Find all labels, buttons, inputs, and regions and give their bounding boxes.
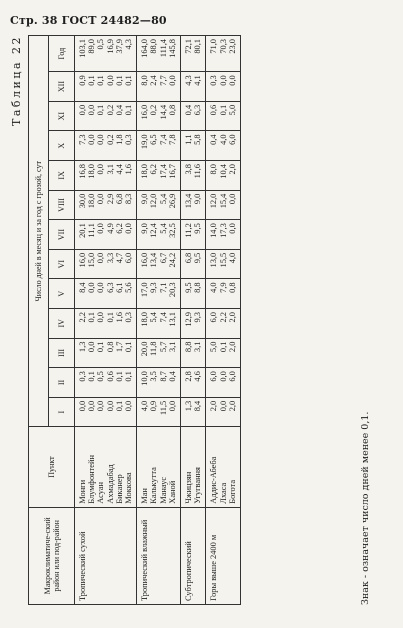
month-value-cell (75, 101, 137, 131)
value: 0,1 (114, 75, 124, 86)
value: 0,0 (87, 134, 97, 145)
value: 0,3 (124, 134, 134, 145)
value: 8,4 (193, 400, 203, 412)
value: 16,0 (140, 104, 150, 120)
value: 70,3 (218, 39, 228, 54)
value: 6,0 (209, 312, 219, 323)
month-value-cell (137, 309, 181, 339)
value: 10,4 (218, 164, 228, 179)
value: 0,8 (105, 341, 115, 353)
value: 0,3 (78, 371, 87, 382)
value: 2,8 (184, 371, 194, 382)
month-value-cell (206, 397, 241, 427)
month-value-cell (137, 190, 181, 220)
value: 0,1 (96, 341, 106, 353)
value: 11,8 (149, 341, 159, 356)
point-name: Моккoва (124, 472, 134, 504)
month-value-cell (75, 72, 137, 102)
value: 15,5 (218, 252, 228, 268)
value: 1,6 (124, 164, 134, 175)
point-name: Монги (78, 479, 87, 504)
value: 4,0 (140, 400, 150, 412)
value: 15,4 (218, 193, 228, 209)
header-region: Макроклиматиче-ский район или под-район (29, 507, 75, 604)
value: 4,6 (193, 371, 203, 382)
table-row (206, 36, 241, 605)
value: 0,1 (114, 400, 124, 412)
value: 6,2 (149, 164, 159, 175)
value: 0,0 (218, 371, 228, 382)
month-value-cell (137, 72, 181, 102)
point-name: Асуан (96, 482, 106, 504)
table-row (181, 36, 206, 605)
month-value-cell (206, 338, 241, 368)
month-value-cell (137, 368, 181, 398)
value: 6,0 (209, 371, 219, 382)
year-header: Год (49, 36, 75, 72)
value: 1,7 (114, 341, 124, 353)
point-cell (137, 427, 181, 507)
value: 0,1 (96, 75, 106, 86)
value: 0,1 (87, 75, 97, 86)
month-value-cell (206, 101, 241, 131)
value: 0,1 (87, 371, 97, 382)
month-value-cell (137, 131, 181, 161)
region-cell: Тропический влажный (137, 507, 181, 604)
month-header: III (49, 338, 75, 368)
value: 0,4 (114, 104, 124, 116)
value: 17,4 (158, 164, 168, 179)
value: 0,0 (96, 400, 106, 412)
value: 103,1 (78, 39, 87, 58)
value: 2,0 (227, 341, 237, 353)
month-value-cell (75, 338, 137, 368)
value: 4,3 (124, 39, 134, 50)
value: 9,0 (140, 193, 150, 205)
month-value-cell (137, 220, 181, 250)
month-value-cell (75, 249, 137, 279)
value: 0,1 (124, 341, 134, 353)
value: 0,0 (87, 282, 97, 293)
value: 0,0 (227, 193, 237, 205)
value: 1,6 (114, 312, 124, 323)
point-name: Калькутта (149, 467, 159, 504)
value: 11,1 (87, 223, 97, 238)
value: 17,3 (218, 223, 228, 238)
month-value-cell (206, 161, 241, 191)
value: 0,1 (218, 104, 228, 116)
value: 6,5 (149, 134, 159, 145)
value: 3,1 (193, 341, 203, 353)
value: 0,0 (105, 75, 115, 86)
value: 8,4 (78, 282, 87, 293)
value: 0,5 (96, 39, 106, 50)
value: 0,0 (96, 134, 106, 145)
value: 12,0 (209, 193, 219, 209)
month-header: II (49, 368, 75, 398)
value: 8,3 (124, 193, 134, 205)
page-header: Стр. 38 ГОСТ 24482—80 (10, 14, 167, 27)
value: 0,0 (87, 104, 97, 116)
month-value-cell (206, 279, 241, 309)
value: 7,4 (158, 312, 168, 323)
month-header: X (49, 131, 75, 161)
value: 0,3 (124, 312, 134, 323)
region-cell: Тропический сухой (75, 507, 137, 604)
month-value-cell (181, 397, 206, 427)
month-value-cell (75, 190, 137, 220)
month-value-cell (206, 131, 241, 161)
value: 0,0 (167, 75, 177, 86)
value: 0,4 (209, 134, 219, 145)
point-name: Лхаса (218, 482, 228, 504)
table-body (75, 36, 241, 605)
value: 16,0 (140, 252, 150, 268)
value: 0,1 (124, 371, 134, 382)
point-name: Ханой (167, 480, 177, 504)
value: 2,0 (227, 400, 237, 412)
value: 0,0 (105, 400, 115, 412)
value: 9,0 (140, 223, 150, 234)
value: 0,8 (167, 104, 177, 116)
value: 11,6 (193, 164, 203, 179)
year-value-cell (75, 36, 137, 72)
value: 0,9 (149, 400, 159, 412)
value: 18,0 (140, 312, 150, 327)
value: 0,1 (114, 371, 124, 382)
point-name: Угугвання (193, 467, 203, 504)
value: 6,8 (114, 193, 124, 205)
value: 3,1 (167, 341, 177, 353)
value: 2,0 (227, 312, 237, 323)
value: 0,0 (87, 400, 97, 412)
month-header: V (49, 279, 75, 309)
point-cell (181, 427, 206, 507)
value: 16,9 (105, 39, 115, 54)
point-name: Чжицзян (184, 471, 194, 504)
value: 2,0 (227, 164, 237, 175)
value: 7,1 (158, 282, 168, 293)
month-header: VII (49, 220, 75, 250)
value: 12,0 (149, 193, 159, 209)
value: 32,5 (167, 223, 177, 238)
value: 0,0 (96, 312, 106, 323)
value: 88,0 (149, 39, 159, 54)
value: 4,0 (218, 134, 228, 145)
value: 5,0 (209, 341, 219, 353)
value: 37,9 (114, 39, 124, 54)
rotated-table-block (10, 35, 400, 605)
value: 9,3 (193, 312, 203, 323)
value: 18,0 (140, 164, 150, 179)
value: 1,8 (114, 134, 124, 145)
value: 0,0 (167, 400, 177, 412)
value: 5,4 (158, 193, 168, 205)
value: 6,7 (158, 252, 168, 264)
month-header: VIII (49, 190, 75, 220)
value: 4,0 (209, 282, 219, 293)
month-value-cell (206, 220, 241, 250)
value: 0,5 (96, 371, 106, 382)
month-value-cell (75, 220, 137, 250)
value: 1,3 (78, 341, 87, 353)
value: 9,5 (193, 252, 203, 264)
value: 0,2 (105, 104, 115, 116)
value: 9,3 (149, 282, 159, 293)
value: 30,0 (78, 193, 87, 209)
month-value-cell (181, 161, 206, 191)
value: 111,4 (158, 39, 168, 58)
value: 7,7 (158, 75, 168, 86)
value: 26,9 (167, 193, 177, 209)
value: 13,0 (209, 252, 219, 268)
month-value-cell (181, 368, 206, 398)
value: 14,4 (158, 104, 168, 120)
value: 0,1 (124, 75, 134, 86)
value: 13,4 (184, 193, 194, 209)
value: 18,0 (87, 193, 97, 209)
value: 0,0 (78, 400, 87, 412)
table-caption-text: Таблица 22 (10, 35, 23, 126)
value: 0,1 (218, 341, 228, 353)
value: 0,2 (105, 134, 115, 145)
value: 4,0 (227, 252, 237, 264)
value: 9,5 (193, 223, 203, 234)
point-name: Блумфонтейн (87, 455, 97, 504)
value: 3,3 (105, 252, 115, 264)
value: 5,0 (227, 104, 237, 116)
point-cell (75, 427, 137, 507)
month-value-cell (181, 249, 206, 279)
month-value-cell (181, 131, 206, 161)
month-value-cell (206, 190, 241, 220)
value: 8,8 (193, 282, 203, 293)
month-value-cell (206, 309, 241, 339)
value: 0,2 (149, 104, 159, 116)
value: 6,0 (124, 252, 134, 264)
month-value-cell (181, 309, 206, 339)
value: 0,9 (78, 75, 87, 86)
value: 0,0 (124, 223, 134, 234)
point-name: Бикaнер (114, 474, 124, 504)
month-value-cell (181, 279, 206, 309)
value: 11,5 (158, 400, 168, 416)
value: 20,1 (78, 223, 87, 238)
value: 4,4 (114, 164, 124, 175)
value: 6,2 (114, 223, 124, 234)
month-value-cell (137, 338, 181, 368)
value: 8,0 (209, 164, 219, 175)
value: 0,0 (87, 341, 97, 353)
month-header: IX (49, 161, 75, 191)
month-value-cell (181, 190, 206, 220)
month-header: VI (49, 249, 75, 279)
value: 4,3 (184, 75, 194, 86)
region-cell: Горы выше 2400 м (206, 507, 241, 604)
value: 72,1 (184, 39, 194, 54)
year-value-cell (206, 36, 241, 72)
table-row (137, 36, 181, 605)
value: 12,4 (149, 223, 159, 238)
value: 71,0 (209, 39, 219, 54)
point-name: Богота (227, 479, 237, 504)
value: 12,9 (184, 312, 194, 327)
value: 3,5 (149, 371, 159, 382)
year-value-cell (137, 36, 181, 72)
month-value-cell (206, 249, 241, 279)
value: 6,1 (114, 282, 124, 293)
value: 0,1 (124, 104, 134, 116)
value: 0,0 (124, 400, 134, 412)
value: 0,0 (96, 282, 106, 293)
value: 8,8 (184, 341, 194, 353)
value: 5,7 (158, 341, 168, 353)
month-header: XII (49, 72, 75, 102)
thunderstorm-days-table (28, 35, 241, 605)
value: 15,0 (87, 252, 97, 268)
value: 7,9 (218, 282, 228, 293)
value: 5,4 (158, 223, 168, 234)
value: 0,6 (209, 104, 219, 116)
value: 16,8 (78, 164, 87, 179)
value: 13,1 (167, 312, 177, 327)
value: 3,1 (105, 164, 115, 175)
value: 13,4 (149, 252, 159, 268)
value: 9,0 (193, 193, 203, 205)
month-value-cell (75, 131, 137, 161)
value: 8,7 (158, 371, 168, 382)
value: 4,7 (114, 252, 124, 264)
value: 0,0 (96, 193, 106, 205)
point-name: Ахмадабад (105, 464, 115, 504)
month-value-cell (75, 161, 137, 191)
value: 6,0 (227, 134, 237, 145)
month-value-cell (137, 279, 181, 309)
month-header: XI (49, 101, 75, 131)
value: 3,8 (184, 164, 194, 175)
value: 1,3 (184, 400, 194, 412)
value: 9,5 (184, 282, 194, 293)
month-value-cell (137, 101, 181, 131)
value: 0,4 (184, 104, 194, 116)
month-value-cell (181, 338, 206, 368)
value: 6,0 (227, 371, 237, 382)
year-value-cell (181, 36, 206, 72)
value: 20,0 (140, 341, 150, 357)
value: 1,1 (184, 134, 194, 145)
month-header: IV (49, 309, 75, 339)
value: 6,8 (184, 252, 194, 264)
value: 6,3 (193, 104, 203, 116)
month-value-cell (206, 368, 241, 398)
month-value-cell (137, 161, 181, 191)
value: 0,0 (227, 75, 237, 86)
month-header: I (49, 397, 75, 427)
value: 0,0 (78, 104, 87, 116)
value: 19,0 (140, 134, 150, 150)
point-name: Манаус (158, 476, 168, 504)
value: 7,3 (78, 134, 87, 145)
value: 7,4 (158, 134, 168, 145)
month-value-cell (75, 397, 137, 427)
value: 5,8 (193, 134, 203, 145)
value: 17,0 (140, 282, 150, 298)
value: 2,2 (218, 312, 228, 323)
month-value-cell (137, 397, 181, 427)
month-value-cell (75, 279, 137, 309)
month-value-cell (181, 72, 206, 102)
value: 0,0 (96, 223, 106, 234)
value: 7,8 (167, 134, 177, 145)
point-name: Ман (140, 488, 150, 504)
value: 2,0 (209, 400, 219, 412)
point-name: Аддис-Абеба (209, 456, 219, 504)
month-value-cell (181, 220, 206, 250)
value: 0,0 (96, 252, 106, 264)
value: 2,2 (78, 312, 87, 323)
value: 4,9 (105, 223, 115, 234)
month-value-cell (206, 72, 241, 102)
month-value-cell (137, 249, 181, 279)
value: 2,9 (105, 193, 115, 205)
value: 0,6 (105, 371, 115, 382)
value: 0,0 (218, 400, 228, 412)
table-row (75, 36, 137, 605)
value: 5,4 (149, 312, 159, 323)
value: 0,0 (218, 75, 228, 86)
value: 0,0 (96, 164, 106, 175)
value: 18,0 (87, 164, 97, 179)
value: 8,0 (140, 75, 150, 86)
value: 16,0 (78, 252, 87, 268)
value: 24,2 (167, 252, 177, 268)
value: 164,0 (140, 39, 150, 58)
month-value-cell (75, 309, 137, 339)
header-group: Число дней в месяц и за год с грозой, сут (29, 36, 49, 427)
value: 0,1 (105, 312, 115, 323)
point-cell (206, 427, 241, 507)
value: 0,4 (167, 371, 177, 382)
value: 14,0 (209, 223, 219, 238)
value: 80,1 (193, 39, 203, 54)
value: 89,0 (87, 39, 97, 54)
value: 20,3 (167, 282, 177, 298)
value: 23,0 (227, 39, 237, 54)
value: 6,3 (105, 282, 115, 293)
value: 11,2 (184, 223, 194, 238)
month-value-cell (75, 368, 137, 398)
value: 0,3 (209, 75, 219, 86)
value: 145,8 (167, 39, 177, 58)
value: 0,1 (96, 104, 106, 116)
region-cell: Субтропический (181, 507, 206, 604)
header-point: Пункт (29, 427, 75, 507)
value: 0,8 (227, 282, 237, 293)
value: 0,1 (87, 312, 97, 323)
value: 2,4 (149, 75, 159, 86)
month-value-cell (181, 101, 206, 131)
table-caption (10, 35, 26, 605)
value: 0,0 (227, 223, 237, 234)
value: 4,1 (193, 75, 203, 86)
value: 5,6 (124, 282, 134, 293)
value: 10,0 (140, 371, 150, 386)
footnote: Знак - означает число дней менее 0,1. (360, 411, 371, 605)
value: 16,7 (167, 164, 177, 179)
